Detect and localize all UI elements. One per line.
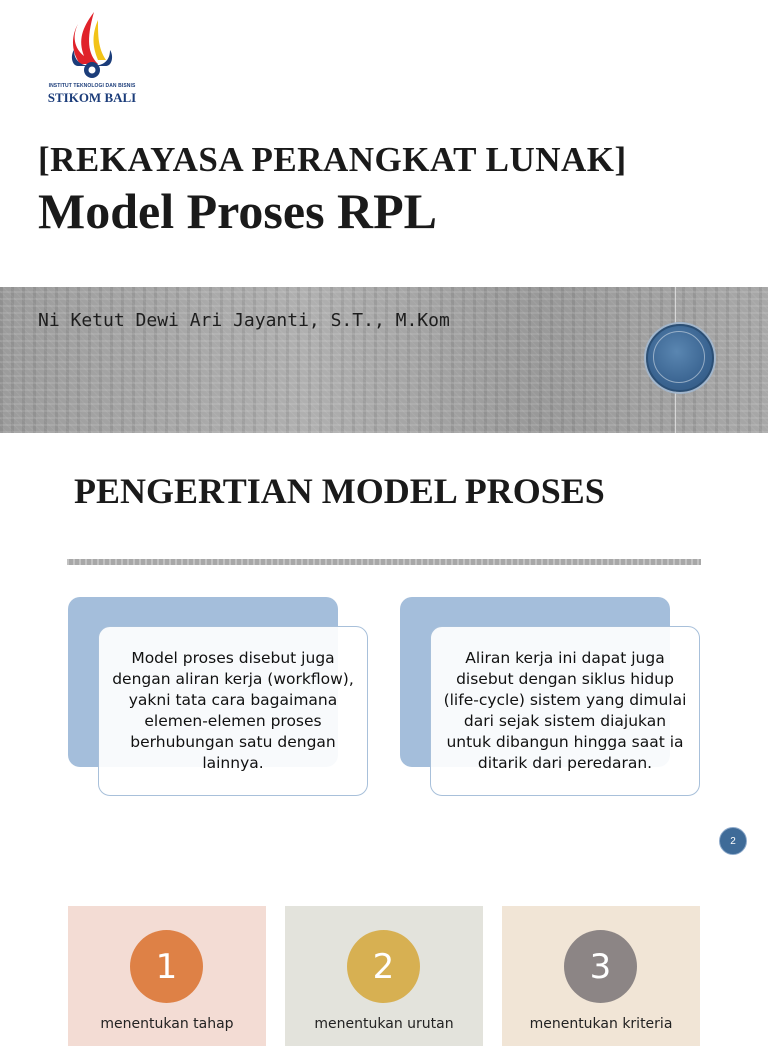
definition-card-1 — [68, 597, 354, 772]
step-label: menentukan kriteria — [529, 1016, 673, 1032]
card-text: Model proses disebut juga dengan aliran kerja (workflow), yakni tata cara bagaimana elemen-elemen proses berhubungan satu dengan lainnya. — [112, 649, 354, 772]
decorative-circle-icon — [646, 324, 714, 392]
stikom-logo — [42, 10, 142, 110]
section-title: PENGERTIAN MODEL PROSES — [74, 471, 605, 511]
title-slide — [0, 0, 768, 433]
logo-name-text: STIKOM BALI — [47, 90, 137, 105]
step-label: menentukan urutan — [314, 1016, 454, 1032]
step-label: menentukan tahap — [100, 1016, 234, 1032]
card-front-panel — [430, 626, 700, 796]
page-number-badge: 2 — [719, 827, 747, 855]
author-name: Ni Ketut Dewi Ari Jayanti, S.T., M.Kom — [38, 310, 450, 331]
step-card-2 — [285, 906, 483, 1046]
card-front-panel — [98, 626, 368, 796]
logo-institution-text: INSTITUT TEKNOLOGI DAN BISNIS — [48, 83, 136, 89]
step-number-circle: 1 — [130, 930, 203, 1003]
definition-card-2 — [400, 597, 687, 772]
flame-logo-icon — [64, 10, 120, 82]
step-number-circle: 2 — [347, 930, 420, 1003]
step-number-circle: 3 — [564, 930, 637, 1003]
card-text: Aliran kerja ini dapat juga disebut dengan siklus hidup (life-cycle) sistem yang dimulai dari sejak sistem diajukan untuk dibangun hingga saat ia ditarik dari peredaran. — [443, 649, 687, 772]
step-card-3 — [502, 906, 700, 1046]
slide-title: Model Proses RPL — [38, 183, 438, 239]
author-band — [0, 287, 768, 433]
title-underline — [67, 559, 701, 565]
step-card-1 — [68, 906, 266, 1046]
course-title: [REKAYASA PERANGKAT LUNAK] — [38, 140, 627, 179]
